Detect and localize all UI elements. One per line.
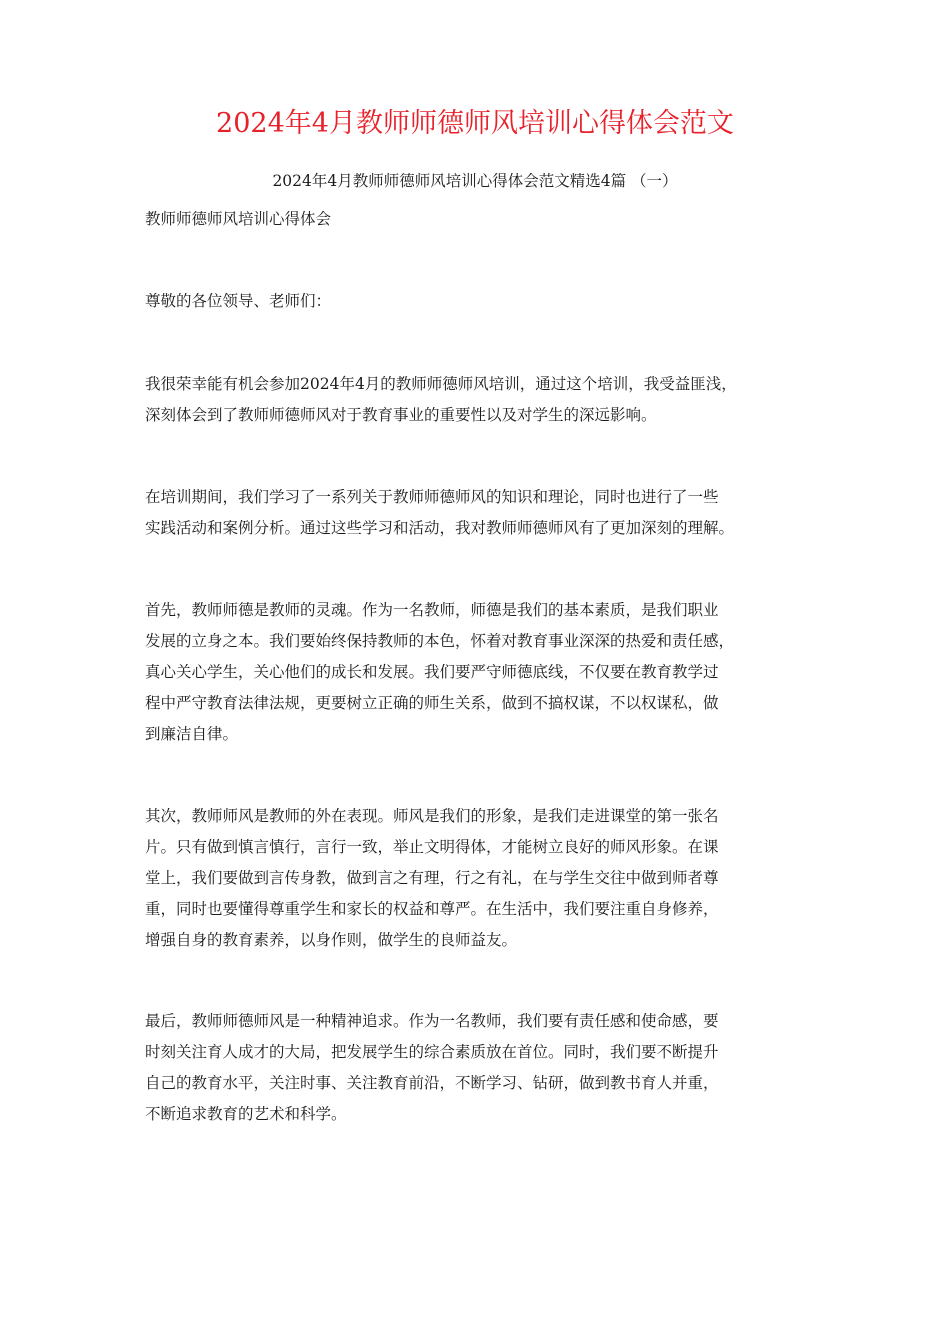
paragraph-line: 深刻体会到了教师师德师风对于教育事业的重要性以及对学生的深远影响。 [145, 406, 657, 424]
section-heading: 教师师德师风培训心得体会 [145, 210, 332, 228]
paragraph-line: 在培训期间，我们学习了一系列关于教师师德师风的知识和理论，同时也进行了一些 [145, 488, 719, 506]
paragraph-5 [145, 1006, 835, 1130]
paragraph-line: 到廉洁自律。 [145, 725, 239, 743]
paragraph-line: 首先，教师师德是教师的灵魂。作为一名教师，师德是我们的基本素质，是我们职业 [145, 601, 719, 619]
paragraph-line: 自己的教育水平，关注时事、关注教育前沿，不断学习、钻研，做到教书育人并重， [145, 1074, 719, 1092]
document-subtitle: 2024年4月教师师德师风培训心得体会范文精选4篇 （一） [272, 172, 678, 190]
document-title: 2024年4月教师师德师风培训心得体会范文 [216, 108, 734, 139]
paragraph-line: 我很荣幸能有机会参加2024年4月的教师师德师风培训，通过这个培训，我受益匪浅， [145, 375, 737, 393]
paragraph-line: 不断追求教育的艺术和科学。 [145, 1105, 347, 1123]
paragraph-line: 最后，教师师德师风是一种精神追求。作为一名教师，我们要有责任感和使命感，要 [145, 1012, 719, 1030]
paragraph-line: 实践活动和案例分析。通过这些学习和活动，我对教师师德师风有了更加深刻的理解。 [145, 519, 735, 537]
paragraph-1 [145, 369, 835, 431]
paragraph-line: 其次，教师师风是教师的外在表现。师风是我们的形象，是我们走进课堂的第一张名 [145, 807, 719, 825]
paragraph-line: 程中严守教育法律法规，更要树立正确的师生关系，做到不搞权谋，不以权谋私，做 [145, 694, 719, 712]
paragraph-line: 重，同时也要懂得尊重学生和家长的权益和尊严。在生活中，我们要注重自身修养， [145, 900, 719, 918]
greeting-line: 尊敬的各位领导、老师们： [145, 292, 332, 310]
paragraph-2 [145, 482, 835, 544]
paragraph-line: 真心关心学生，关心他们的成长和发展。我们要严守师德底线，不仅要在教育教学过 [145, 663, 719, 681]
paragraph-3 [145, 595, 835, 750]
paragraph-line: 发展的立身之本。我们要始终保持教师的本色，怀着对教育事业深深的热爱和责任感， [145, 632, 735, 650]
paragraph-4 [145, 801, 835, 956]
paragraph-line: 时刻关注育人成才的大局，把发展学生的综合素质放在首位。同时，我们要不断提升 [145, 1043, 719, 1061]
paragraph-line: 片。只有做到慎言慎行，言行一致，举止文明得体，才能树立良好的师风形象。在课 [145, 838, 719, 856]
paragraph-line: 增强自身的教育素养，以身作则，做学生的良师益友。 [145, 931, 518, 949]
paragraph-line: 堂上，我们要做到言传身教，做到言之有理，行之有礼，在与学生交往中做到师者尊 [145, 869, 719, 887]
